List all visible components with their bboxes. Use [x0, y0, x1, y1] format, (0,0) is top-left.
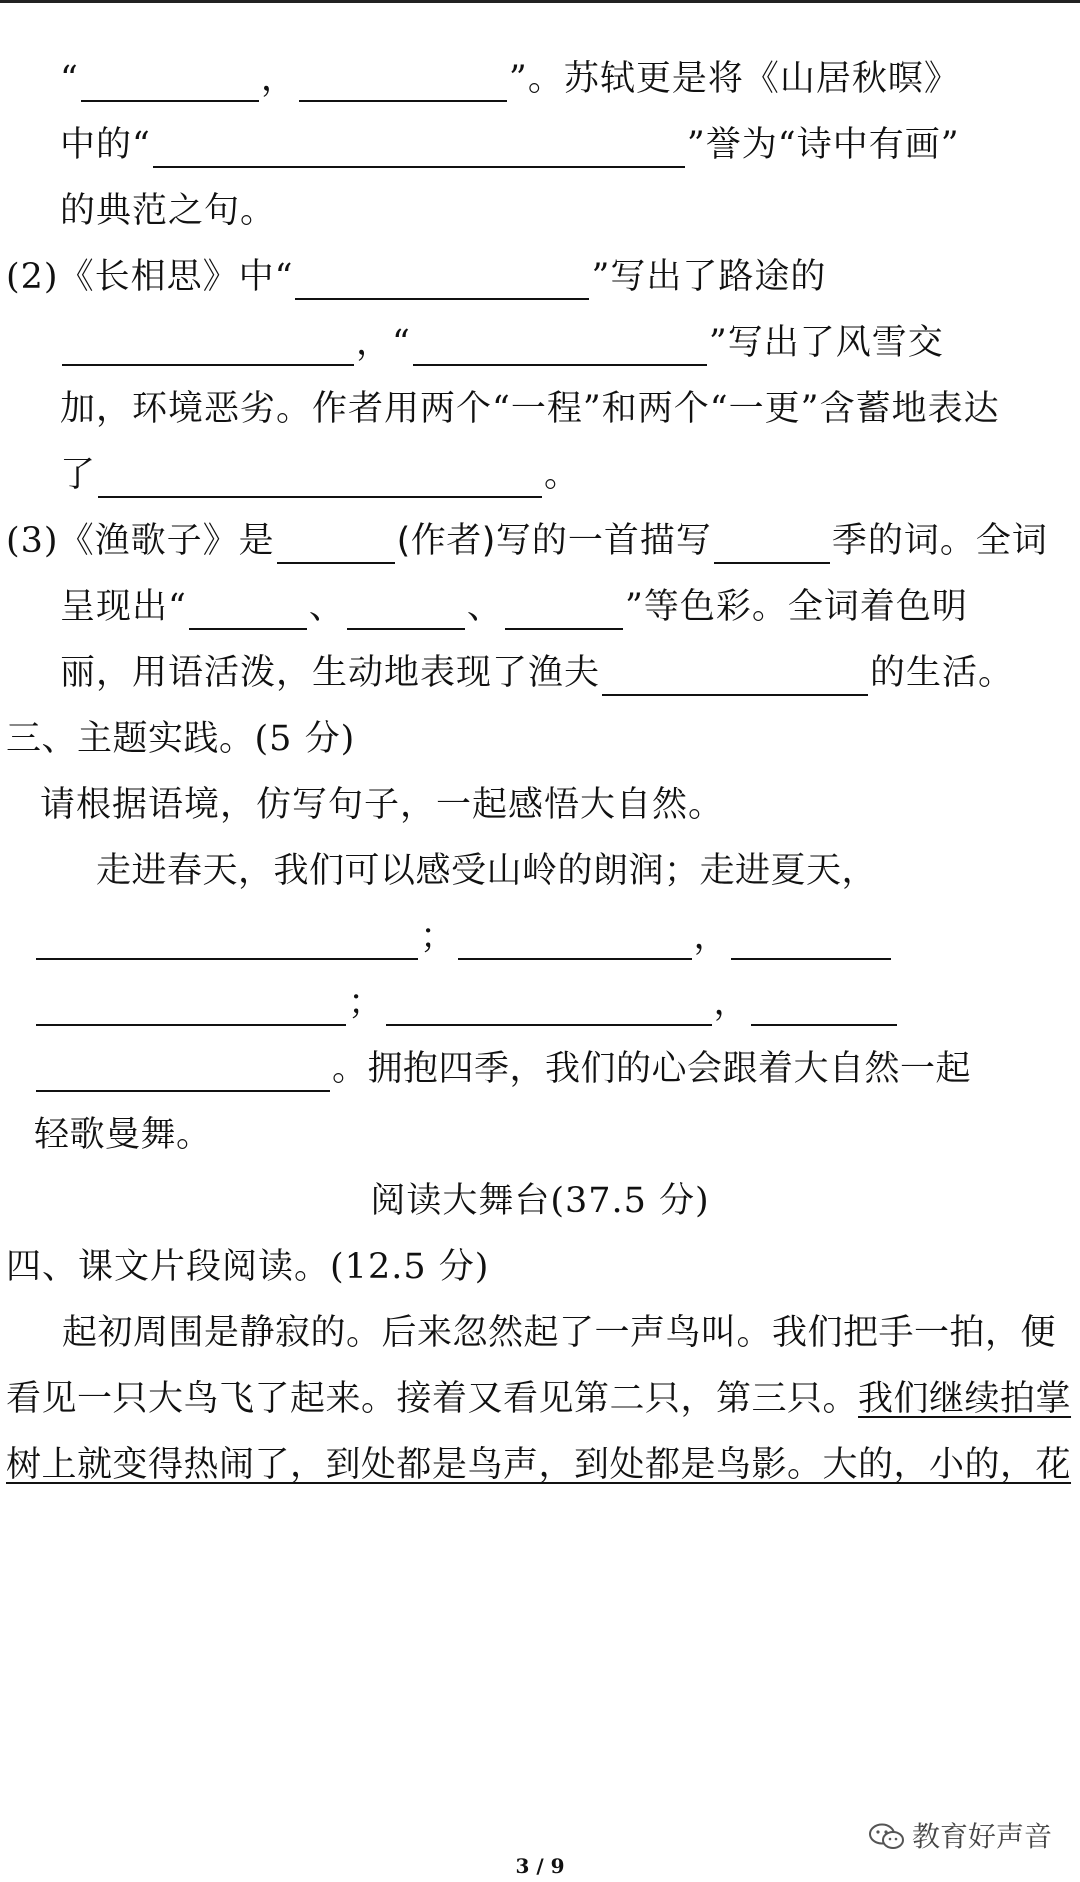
line-q2-3-c: 丽，用语活泼，生动地表现了渔夫 的生活。 — [60, 650, 1014, 696]
answer-blank[interactable] — [98, 462, 542, 498]
line-q2-2-c: 加，环境恶劣。作者用两个“一程”和两个“一更”含蓄地表达 — [60, 389, 1000, 429]
section-3-passage-line5: 轻歌曼舞。 — [34, 1115, 212, 1155]
answer-blank[interactable] — [714, 528, 830, 564]
section-4-paragraph-line1: 起初周围是静寂的。后来忽然起了一声鸟叫。我们把手一拍，便 — [62, 1313, 1057, 1353]
answer-blank[interactable] — [36, 990, 346, 1026]
line-q2-2-d: 了 。 — [60, 452, 580, 498]
answer-blank[interactable] — [299, 66, 507, 102]
answer-blank[interactable] — [189, 594, 307, 630]
answer-blank[interactable] — [36, 1056, 330, 1092]
question-2-3: (3)《渔歌子》是 (作者)写的一首描写 季的词。全词 — [6, 518, 1048, 564]
answer-blank[interactable] — [386, 990, 712, 1026]
section-3-passage-line1: 走进春天，我们可以感受山岭的朗润；走进夏天， — [96, 851, 878, 891]
reading-section-title: 阅读大舞台(37.5 分) — [370, 1181, 710, 1221]
answer-blank[interactable] — [295, 264, 589, 300]
answer-blank[interactable] — [505, 594, 623, 630]
line-q2-1-c: 的典范之句。 — [60, 191, 277, 231]
page-number: 3 / 9 — [515, 1854, 565, 1878]
top-rule — [0, 0, 1080, 3]
line-q2-1-a: “ ， ”。苏轼更是将《山居秋暝》 — [60, 56, 960, 102]
section-4-paragraph-line2: 看见一只大鸟飞了起来。接着又看见第二只，第三只。我们继续拍掌 — [6, 1376, 1071, 1422]
section-4-heading: 四、课文片段阅读。(12.5 分) — [6, 1247, 490, 1287]
answer-blank[interactable] — [81, 66, 259, 102]
answer-blank[interactable] — [62, 330, 354, 366]
answer-blank[interactable] — [36, 924, 418, 960]
section-3-heading: 三、主题实践。(5 分) — [6, 719, 356, 759]
underlined-sentence: 树上就变得热闹了，到处都是鸟声，到处都是鸟影。大的，小的，花 — [6, 1445, 1072, 1485]
section-4-paragraph-line3 — [6, 1442, 1071, 1488]
answer-blank[interactable] — [731, 924, 891, 960]
line-q2-3-b: 呈现出“ 、 、 ”等色彩。全词着色明 — [60, 584, 968, 630]
section-3-passage-line3: ； ， — [34, 980, 899, 1026]
underlined-sentence: 我们继续拍掌 — [858, 1379, 1072, 1419]
question-2-2: (2)《长相思》中“ ”写出了路途的 — [6, 254, 826, 300]
section-3-instruction: 请根据语境，仿写句子，一起感悟大自然。 — [40, 785, 725, 825]
line-q2-1-b: 中的“ ”誉为“诗中有画” — [60, 122, 960, 168]
answer-blank[interactable] — [602, 660, 868, 696]
line-q2-2-b: ，“ ”写出了风雪交 — [60, 320, 944, 366]
watermark-text: 教育好声音 — [912, 1820, 1053, 1853]
answer-blank[interactable] — [347, 594, 465, 630]
answer-blank[interactable] — [458, 924, 692, 960]
watermark — [868, 1820, 1052, 1854]
answer-blank[interactable] — [751, 990, 897, 1026]
answer-blank[interactable] — [413, 330, 707, 366]
wechat-icon — [868, 1822, 906, 1852]
section-3-passage-line4: 。拥抱四季，我们的心会跟着大自然一起 — [34, 1046, 971, 1092]
section-3-passage-line2: ； ， — [34, 914, 893, 960]
answer-blank[interactable] — [277, 528, 395, 564]
answer-blank[interactable] — [153, 132, 685, 168]
